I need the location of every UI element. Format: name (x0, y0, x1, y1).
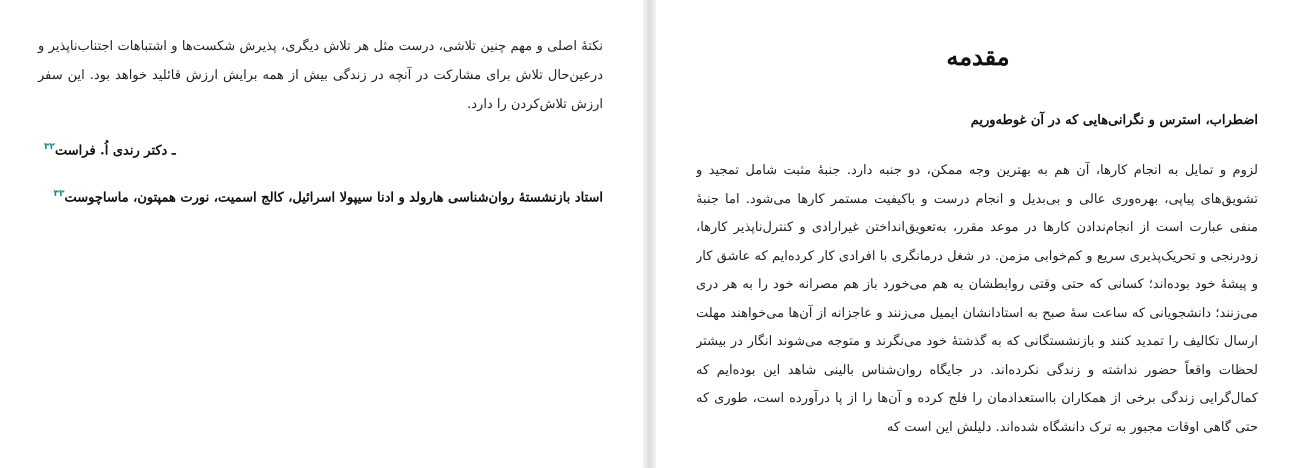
attribution-author-line (38, 142, 607, 158)
left-page-paragraph: نکتهٔ اصلی و مهم چنین تلاشی، درست مثل هر تلاش دیگری، پذیرش شکست‌ها و اشتباهات اجتناب‌ناپذیر و درعین‌حال تلاش برای مشارکت در آنچه در زندگی بیش از همه برایش ارزش قائلید خواهد بود. این سفر ارزش تلاش‌کردن را دارد. (38, 39, 603, 112)
section-subheading: اضطراب، استرس و نگرانی‌هایی که در آن غوطه‌وریم (970, 113, 1258, 128)
attribution-affiliation: استاد بازنشستهٔ روان‌شناسی هارولد و ادنا سیپولا اسرائیل، کالج اسمیت، نورت همپتون، ماساچوست (64, 190, 603, 206)
right-page-paragraph: لزوم و تمایل به انجام کارها، آن هم به بهترین وجه ممکن، دو جنبه دارد. جنبهٔ مثبت شامل تمجید و تشویق‌های پیاپی، بهره‌وری عالی و بی‌بدیل و انجام درست و باکیفیت مستمر کارها می‌شود. اما جنبهٔ منفی عبارت است از انجام‌ندادن کارها در موعد مقرر، به‌تعویق‌انداختن غیرارادی و کنترل‌ناپذیر کارها، زودرنجی و تحریک‌پذیری سریع و کم‌خوابی مزمن. در شغل درمانگری با افرادی کار کرده‌ایم که عاشق کار و پیشهٔ خود بوده‌اند؛ کسانی که حتی وقتی روابطشان به هم می‌خورد باز هم مصرانه خود را به هر دری می‌زنند؛ دانشجویانی که ساعت سهٔ صبح به استادانشان ایمیل می‌زنند و عاجزانه از آن‌ها می‌خواهند مهلت ارسال تکالیف را تمدید کنند و بازنشستگانی که به گذشتهٔ خود می‌نگرند و متوجه می‌شوند انگار در بیشتر لحظات واقعاً حضور نداشته و زندگی نکرده‌اند. در جایگاه روان‌شناس بالینی شاهد این بوده‌ایم که کمال‌گرایی زندگی برخی از همکاران بااستعدادمان را فلج کرده و آن‌ها را از پا درآورده است، طوری که حتی گاهی اوقات مجبور به ترک دانشگاه شده‌اند. دلیلش این است که (696, 163, 1258, 435)
right-page (656, 0, 1300, 468)
footnote-marker[interactable]: ۳۲ (44, 142, 55, 152)
left-page (0, 0, 643, 468)
chapter-title: مقدمه (946, 42, 1010, 71)
attribution-author: ـ دکتر رندی اُ. فراست (55, 143, 176, 159)
attribution-affiliation-line (38, 189, 603, 205)
footnote-marker[interactable]: ۳۳ (53, 189, 65, 199)
book-gutter (643, 0, 656, 468)
